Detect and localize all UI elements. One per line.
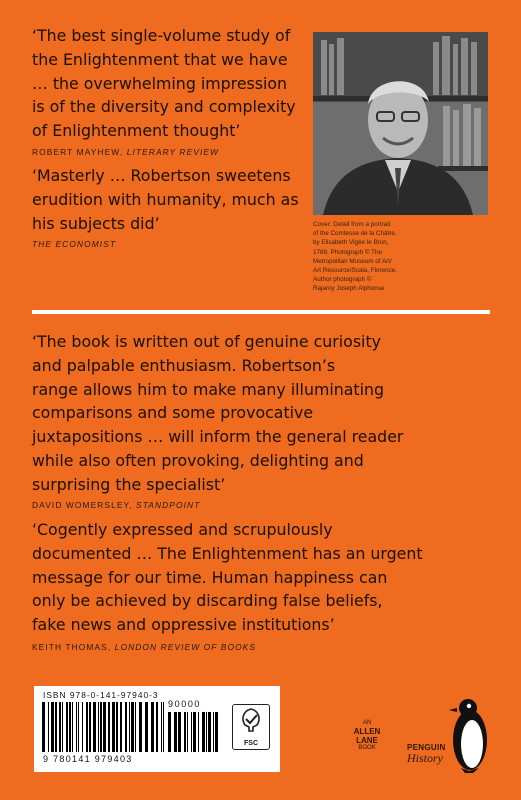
barcode-bar xyxy=(135,702,136,752)
barcode-bar xyxy=(129,702,130,752)
quote-line: is of the diversity and complexity xyxy=(32,97,296,117)
barcode-bar xyxy=(42,702,45,752)
barcode-bar xyxy=(62,702,63,752)
barcode-bar xyxy=(184,712,186,752)
barcode-bar xyxy=(78,702,79,752)
barcode-bar xyxy=(187,712,188,752)
attribution-source: THE ECONOMIST xyxy=(32,239,117,249)
barcode-bar xyxy=(93,702,96,752)
barcode-bar xyxy=(103,702,106,752)
caption-line: Author photograph © xyxy=(313,276,372,284)
caption-line: Rajaroy Joseph Alphonse xyxy=(313,285,385,293)
barcode-bar xyxy=(51,702,54,752)
barcode-bar xyxy=(86,702,88,752)
imprint-lane: LANE xyxy=(356,736,378,745)
barcode-bar xyxy=(161,702,162,752)
allen-lane-imprint xyxy=(347,720,387,752)
fsc-label: FSC xyxy=(244,740,258,747)
quote-line: of Enlightenment thought’ xyxy=(32,121,241,141)
caption-line: Cover: Detail from a portrait xyxy=(313,221,391,228)
attribution-source: LITERARY REVIEW xyxy=(126,147,220,157)
quote-cogently xyxy=(32,518,423,637)
quote-line: ‘The best single-volume study of xyxy=(32,26,291,45)
barcode-bar xyxy=(206,712,207,752)
quote-line: ‘The book is written out of genuine curiosity xyxy=(32,332,381,351)
barcode-bar xyxy=(98,702,99,752)
barcode-bar xyxy=(213,712,214,752)
imprint-book: BOOK xyxy=(358,745,376,751)
fsc-logo xyxy=(232,704,270,750)
attribution-author: ROBERT MAYHEW, xyxy=(32,147,124,157)
quote-line: … the overwhelming impression xyxy=(32,73,288,93)
author-photo-image xyxy=(313,32,488,215)
quote-curiosity xyxy=(32,330,403,497)
quote-line: fake news and oppressive institutions’ xyxy=(32,615,335,635)
barcode-bar xyxy=(108,702,110,752)
caption-line: of the Comtesse de la Châtre, xyxy=(313,230,397,238)
penguin-logo-icon xyxy=(447,694,491,774)
series-name: History xyxy=(407,751,443,765)
barcode-bar xyxy=(66,702,68,752)
isbn-text: ISBN 978-0-141-97940-3 xyxy=(43,690,159,700)
barcode-bar xyxy=(76,702,77,752)
barcode-bar xyxy=(193,712,196,752)
barcode-bar xyxy=(69,702,71,752)
barcode-bar xyxy=(100,702,102,752)
publisher-name: PENGUIN xyxy=(407,743,446,752)
barcode-bar xyxy=(139,702,142,752)
attribution-source: LONDON REVIEW OF BOOKS xyxy=(114,642,257,652)
barcode-bar xyxy=(120,702,122,752)
barcode-bar xyxy=(215,712,218,752)
barcode-main xyxy=(42,702,166,752)
barcode-bar xyxy=(48,702,49,752)
quote-line: message for our time. Human happiness can xyxy=(32,567,388,587)
barcode-bar xyxy=(168,712,171,752)
quote-line: the Enlightenment that we have xyxy=(32,49,288,69)
cover-credit-caption xyxy=(313,220,493,294)
barcode-bar xyxy=(163,702,164,752)
barcode-bar xyxy=(151,702,154,752)
quote-line: juxtapositions … will inform the general reader xyxy=(32,427,404,447)
quote-line: range allows him to make many illuminating xyxy=(32,379,385,399)
barcode-bar xyxy=(112,702,115,752)
quote-line: ‘Masterly … Robertson sweetens xyxy=(32,166,291,185)
barcode-bar xyxy=(125,702,127,752)
quote-line: and palpable enthusiasm. Robertson’s xyxy=(32,355,336,375)
barcode-addon xyxy=(168,712,220,752)
caption-line: Art Resource/Scala, Florence. xyxy=(313,267,397,275)
quote-line: while also often provoking, delighting and xyxy=(32,450,364,470)
barcode-bar xyxy=(59,702,61,752)
caption-line: 1789. Photograph © The xyxy=(313,248,382,256)
quote-line: only be achieved by discarding false beliefs, xyxy=(32,591,383,611)
barcode-bar xyxy=(131,702,134,752)
quote-attribution xyxy=(32,642,256,652)
barcode-bar xyxy=(202,712,205,752)
quote-line: his subjects did’ xyxy=(32,213,160,233)
barcode-bar xyxy=(191,712,192,752)
imprint-allen: ALLEN xyxy=(353,727,381,736)
barcode-number: 9 780141 979403 xyxy=(43,754,133,764)
section-divider xyxy=(32,310,490,314)
barcode-bar xyxy=(208,712,211,752)
quote-line: erudition with humanity, much as xyxy=(32,189,299,209)
quote-attribution xyxy=(32,500,200,510)
caption-line: by Elisabeth Vigée le Brun, xyxy=(313,239,389,247)
price-code: 90000 xyxy=(168,699,202,709)
barcode-bar xyxy=(174,712,177,752)
quote-masterly xyxy=(32,164,299,235)
quote-diversity xyxy=(32,24,296,143)
barcode-bar xyxy=(145,702,148,752)
barcode-bar xyxy=(55,702,57,752)
tree-check-icon xyxy=(233,705,269,735)
author-photo xyxy=(313,32,488,215)
attribution-source: STANDPOINT xyxy=(136,500,201,510)
quote-line: surprising the specialist’ xyxy=(32,474,226,494)
quote-line: documented … The Enlightenment has an urgent xyxy=(32,543,423,563)
quote-attribution xyxy=(32,239,116,249)
barcode-bar xyxy=(178,712,181,752)
barcode-bar xyxy=(89,702,91,752)
barcode-bar xyxy=(82,702,83,752)
caption-line: Metropolitan Museum of Art/ xyxy=(313,257,392,265)
barcode-bar xyxy=(198,712,199,752)
quote-line: ‘Cogently expressed and scrupulously xyxy=(32,520,333,539)
barcode-bar xyxy=(72,702,73,752)
imprint-an: AN xyxy=(362,720,372,726)
quote-attribution xyxy=(32,147,219,157)
attribution-author: DAVID WOMERSLEY, xyxy=(32,500,133,510)
attribution-author: KEITH THOMAS, xyxy=(32,642,112,652)
barcode-bar xyxy=(116,702,118,752)
barcode-bar xyxy=(156,702,158,752)
quote-line: comparisons and some provocative xyxy=(32,403,314,423)
